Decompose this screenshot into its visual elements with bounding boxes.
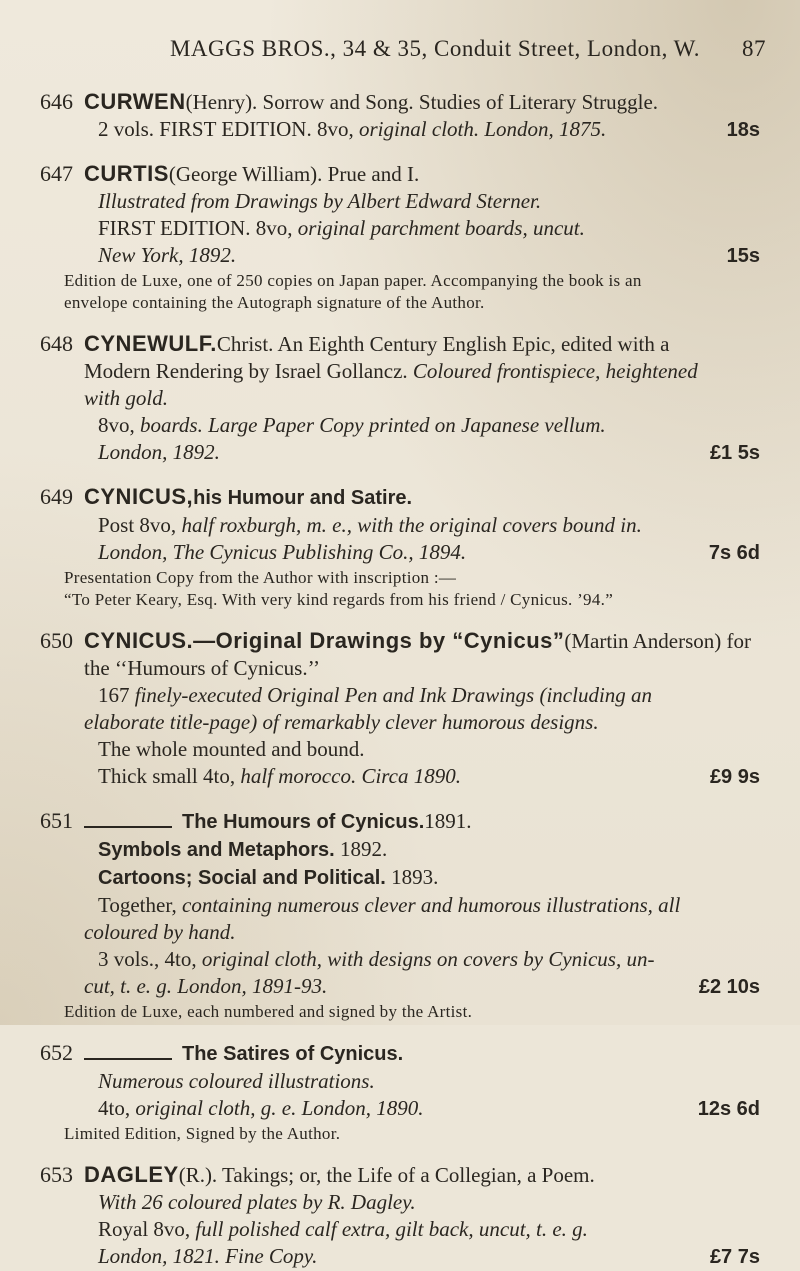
entry-text: original cloth, g. e. London, 1890. — [135, 1096, 424, 1120]
entry-price: 12s 6d — [697, 1098, 760, 1120]
entry-note: envelope containing the Autograph signature of the Author. — [64, 293, 485, 312]
lot-number: 647 — [40, 161, 73, 186]
entry-title: The Satires of Cynicus. — [182, 1043, 404, 1065]
entry-author: CURWEN — [84, 89, 186, 114]
entry-text: FIRST EDITION. 8vo, — [98, 216, 298, 240]
lot-number: 653 — [40, 1162, 73, 1187]
entry-author: CYNICUS, — [84, 484, 194, 509]
catalogue-entry-651 — [40, 807, 766, 1023]
entry-text: Post 8vo, — [98, 513, 182, 537]
entry-text: 167 — [98, 683, 135, 707]
entry-price: 7s 6d — [708, 542, 760, 564]
entry-price: 15s — [726, 245, 760, 267]
lot-number: 646 — [40, 89, 73, 114]
entry-text: Together, — [98, 893, 182, 917]
entry-note: Presentation Copy from the Author with inscription :— — [64, 568, 457, 587]
entry-title: Symbols and Metaphors. — [98, 839, 335, 861]
entry-text: half morocco. Circa 1890. — [240, 764, 462, 788]
entry-note: Limited Edition, Signed by the Author. — [64, 1124, 341, 1143]
entry-title: The Humours of Cynicus. — [182, 811, 425, 833]
page-number: 87 — [742, 36, 766, 61]
entry-text: Royal 8vo, — [98, 1217, 196, 1241]
entry-price: 18s — [726, 119, 760, 141]
entry-text: with gold. — [84, 386, 169, 410]
entry-text: 4to, — [98, 1096, 136, 1120]
entry-author: CYNEWULF. — [84, 331, 217, 356]
entry-text: The whole mounted and bound. — [98, 737, 365, 761]
entry-text: the ‘‘Humours of Cynicus.’’ — [84, 656, 321, 680]
entry-author: CYNICUS.—Original Drawings by “Cynicus” — [84, 628, 565, 653]
entry-text: With 26 coloured plates by R. Dagley. — [98, 1190, 416, 1214]
entry-text: London, The Cynicus Publishing Co., 1894. — [98, 540, 467, 564]
running-header — [104, 36, 766, 62]
entry-note: Edition de Luxe, one of 250 copies on Japan paper. Accompanying the book is an — [64, 271, 642, 290]
entry-year: 1892. — [334, 837, 388, 861]
entry-year: 1891. — [424, 809, 472, 833]
entry-text: cut, t. e. g. London, 1891-93. — [84, 974, 328, 998]
entry-note: Edition de Luxe, each numbered and signed by the Artist. — [64, 1002, 473, 1021]
entry-text: Illustrated from Drawings by Albert Edward Sterner. — [98, 189, 542, 213]
entry-text: Numerous coloured illustrations. — [98, 1069, 375, 1093]
catalogue-entry-647 — [40, 160, 766, 314]
entry-text: original cloth. London, 1875. — [358, 117, 607, 141]
entry-price: £2 10s — [698, 976, 760, 998]
entry-text: half roxburgh, m. e., with the original covers bound in. — [181, 513, 642, 537]
catalogue-entry-650 — [40, 627, 766, 791]
catalogue-entry-646 — [40, 88, 766, 144]
entry-text: Thick small 4to, — [98, 764, 241, 788]
header-title: MAGGS BROS., 34 & 35, Conduit Street, London, W. — [169, 36, 701, 61]
entry-title: (R.). Takings; or, the Life of a Collegian, a Poem. — [178, 1163, 595, 1187]
entry-title: Christ. An Eighth Century English Epic, edited with a — [216, 332, 670, 356]
entry-price: £9 9s — [709, 766, 760, 788]
entry-text: coloured by hand. — [84, 920, 236, 944]
ditto-rule — [84, 826, 172, 828]
catalogue-entry-648 — [40, 330, 766, 467]
ditto-rule — [84, 1058, 172, 1060]
entry-text: New York, 1892. — [98, 243, 237, 267]
entry-text: finely-executed Original Pen and Ink Drawings (including an — [134, 683, 653, 707]
catalogue-entry-653 — [40, 1161, 766, 1271]
lot-number: 650 — [40, 628, 73, 653]
entry-text: original cloth, with designs on covers by Cynicus, un- — [201, 947, 655, 971]
entry-text: 2 vols. FIRST EDITION. 8vo, — [98, 117, 359, 141]
entry-text: full polished calf extra, gilt back, uncut, t. e. g. — [195, 1217, 588, 1241]
entry-text: Coloured frontispiece, heightened — [412, 359, 698, 383]
lot-number: 649 — [40, 484, 73, 509]
entry-price: £7 7s — [709, 1246, 760, 1268]
entry-text: London, 1821. Fine Copy. — [98, 1244, 318, 1268]
entry-text: 3 vols., 4to, — [98, 947, 202, 971]
lot-number: 648 — [40, 331, 73, 356]
entry-text: boards. Large Paper Copy printed on Japanese vellum. — [140, 413, 606, 437]
entry-text: Modern Rendering by Israel Gollancz. — [84, 359, 413, 383]
entry-text: containing numerous clever and humorous illustrations, all — [182, 893, 681, 917]
entry-author: CURTIS — [84, 161, 169, 186]
lot-number: 652 — [40, 1040, 73, 1065]
entry-title: (Henry). Sorrow and Song. Studies of Literary Struggle. — [185, 90, 659, 114]
entry-text: original parchment boards, uncut. — [297, 216, 585, 240]
entry-title: (Martin Anderson) for — [564, 629, 751, 653]
lot-number: 651 — [40, 808, 73, 833]
entry-text: London, 1892. — [98, 440, 220, 464]
entry-text: elaborate title-page) of remarkably clever humorous designs. — [84, 710, 599, 734]
catalogue-entry-652 — [40, 1039, 766, 1145]
entry-year: 1893. — [385, 865, 439, 889]
entry-text: 8vo, — [98, 413, 140, 437]
entry-title: his Humour and Satire. — [193, 487, 413, 509]
entry-price: £1 5s — [709, 442, 760, 464]
entry-title: (George William). Prue and I. — [168, 162, 420, 186]
entry-note: “To Peter Keary, Esq. With very kind regards from his friend / Cynicus. ’94.” — [64, 590, 614, 609]
entry-author: DAGLEY — [84, 1162, 179, 1187]
entry-title: Cartoons; Social and Political. — [98, 867, 386, 889]
catalogue-entry-649 — [40, 483, 766, 611]
